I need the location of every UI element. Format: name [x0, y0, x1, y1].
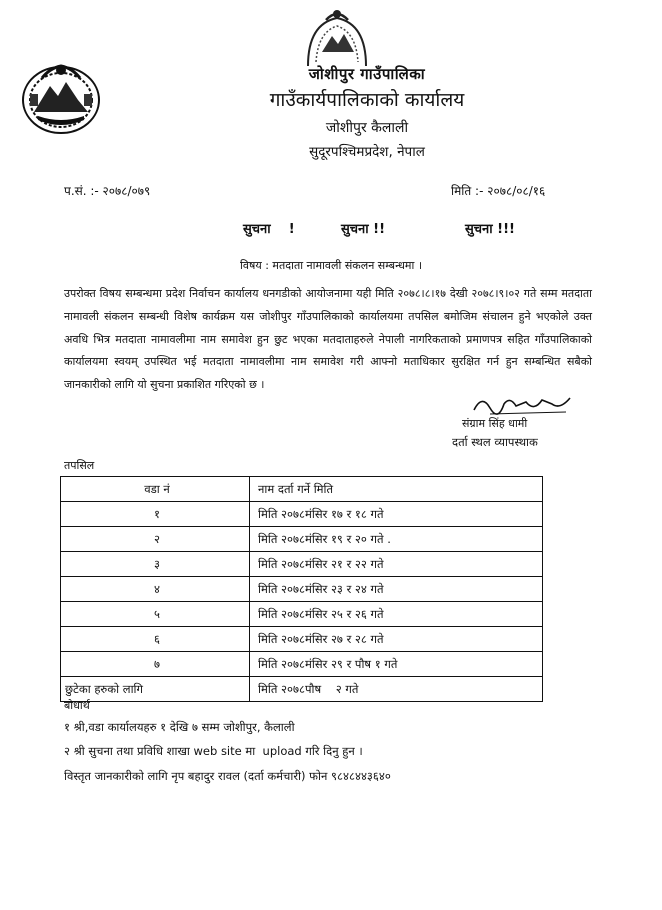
ward-number: १ — [61, 502, 250, 527]
table-row — [61, 627, 543, 652]
signatory-name: संग्राम सिंह धामी — [462, 417, 528, 430]
registration-date: मिति २०७८मंसिर २५ र २६ गते — [250, 602, 543, 627]
table-row — [61, 577, 543, 602]
registration-date: मिति २०७८मंसिर २३ र २४ गते — [250, 577, 543, 602]
office-name: गाउँकार्यपालिकाको कार्यालय — [269, 89, 465, 111]
table-row — [61, 527, 543, 552]
notice-heading-1: सुचना ! — [243, 222, 295, 237]
notice-heading-3: सुचना !!! — [465, 222, 515, 237]
ward-schedule-table — [60, 476, 543, 702]
municipality-name: जोशीपुर गाउँपालिका — [308, 65, 426, 83]
table-row — [61, 552, 543, 577]
ward-number: ६ — [61, 627, 250, 652]
ward-number: ३ — [61, 552, 250, 577]
office-province: सुदूरपश्चिमप्रदेश, नेपाल — [309, 144, 425, 160]
column-header-ward: वडा नं — [61, 477, 250, 502]
notice-heading-2: सुचना !! — [341, 222, 386, 237]
reference-number: प.सं. :- २०७८/०७९ — [64, 184, 151, 198]
registration-date: मिति २०७८मंसिर २७ र २८ गते — [250, 627, 543, 652]
column-header-date: नाम दर्ता गर्ने मिति — [250, 477, 543, 502]
table-header-row — [61, 477, 543, 502]
registration-date: मिति २०७८मंसिर २९ र पौष १ गते — [250, 652, 543, 677]
office-location: जोशीपुर कैलाली — [325, 120, 409, 136]
notice-body: उपरोक्त विषय सम्बन्धमा प्रदेश निर्वाचन कार्यालय धनगडीको आयोजनामा यही मिति २०७८।८।१७ देखी २०७८।९।०२ गते सम्म मतदाता नामावली संकलन सम्बन्धी विशेष कार्यक्रम यस जोशीपुर गाँउपालिकाको कार्यालयमा तपसिल बमोजिम संचालन हुने भएकोले उक्त अवधि भित्र मतदाता नामावलीमा नाम समावेश हुन छुट भएका मतदाताहरुले नेपाली नागरिकताको प्रमाणपत्र सहित गाँउपालिकाको कार्यालयमा स्वयम् उपस्थित भई मतदाता नामावलीमा नाम समावेश गरी आफ्नो मताधिकार सुरक्षित गर्न हुन सम्बन्धित सबैको जानकारीको लागि यो सुचना प्रकाशित गरिएको छ । — [64, 287, 592, 392]
registration-date: मिति २०७८मंसिर २१ र २२ गते — [250, 552, 543, 577]
schedule-label: तपसिल — [64, 459, 95, 472]
subject-line: विषय : मतदाता नामावली संकलन सम्बन्धमा । — [240, 259, 422, 272]
cc-item: २ श्री सुचना तथा प्रविधि शाखा web site मा upload गरि दिनु हुन । — [64, 744, 363, 758]
signatory-title: दर्ता स्थल व्यापस्थाक — [452, 435, 538, 449]
ward-number: ७ — [61, 652, 250, 677]
table-row — [61, 652, 543, 677]
ward-number: छुटेका हरुको लागि — [61, 677, 250, 702]
registration-date: मिति २०७८पौष २ गते — [250, 677, 543, 702]
ward-number: ५ — [61, 602, 250, 627]
cc-label: बोधार्थ — [64, 699, 90, 712]
document-date: मिति :- २०७८/०८/१६ — [451, 184, 546, 198]
registration-date: मिति २०७८मंसिर १७ र १८ गते — [250, 502, 543, 527]
table-row — [61, 602, 543, 627]
table-row — [61, 677, 543, 702]
registration-date: मिति २०७८मंसिर १९ र २० गते . — [250, 527, 543, 552]
table-row — [61, 502, 543, 527]
cc-item: १ श्री,वडा कार्यालयहरु १ देखि ७ सम्म जोशीपुर, कैलाली — [64, 720, 295, 734]
ward-number: ४ — [61, 577, 250, 602]
cc-item: विस्तृत जानकारीको लागि नृप बहादुर रावल (दर्ता कर्मचारी) फोन ९८४८४४३६४० — [64, 769, 391, 783]
ward-number: २ — [61, 527, 250, 552]
